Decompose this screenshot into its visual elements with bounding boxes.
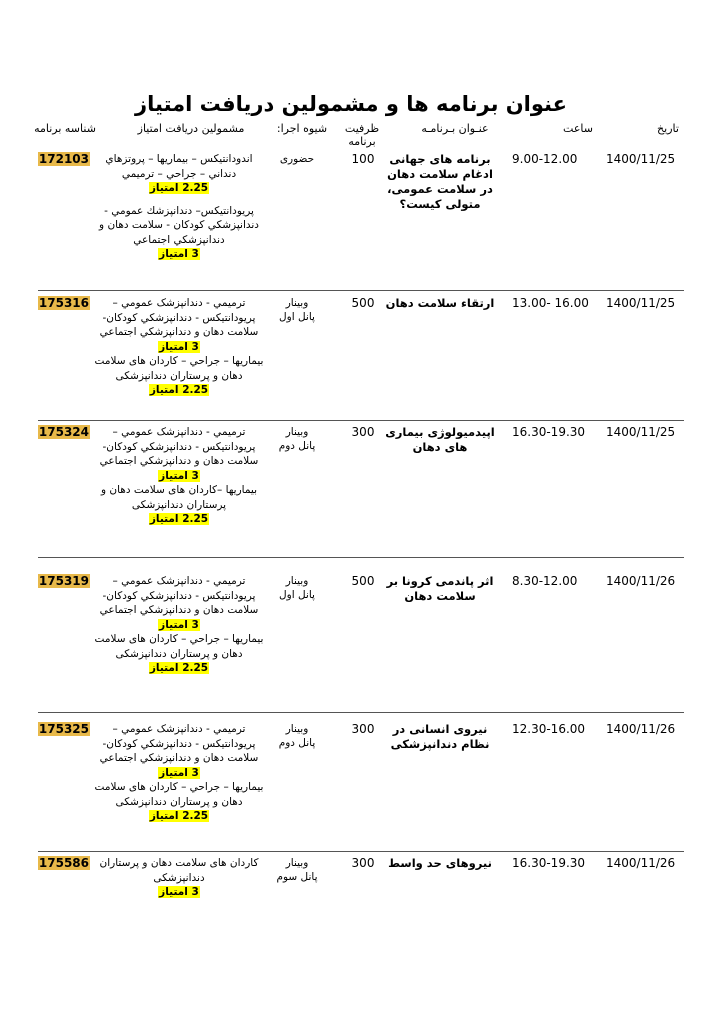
row-capacity: 300 — [351, 425, 375, 439]
points-line — [94, 512, 264, 527]
points-badge: 3 امتیاز — [159, 766, 199, 779]
row-method: حضوری — [279, 153, 315, 165]
header-method: شیوه اجرا: — [276, 122, 328, 135]
program-id-badge: 175586 — [38, 856, 89, 870]
row-audience — [94, 152, 264, 262]
row-capacity: 500 — [351, 296, 375, 310]
row-divider — [38, 290, 684, 291]
points-line — [94, 885, 264, 900]
row-time: 16.30-19.30 — [512, 425, 586, 439]
row-audience — [94, 856, 264, 900]
header-time: ساعت — [563, 122, 593, 135]
row-capacity: 500 — [351, 574, 375, 588]
row-program-id — [38, 722, 90, 736]
row-program-id — [38, 296, 90, 310]
row-divider — [38, 420, 684, 421]
points-badge: 3 امتیاز — [159, 886, 199, 898]
row-audience — [94, 296, 264, 398]
row-capacity: 300 — [351, 856, 375, 870]
points-line — [94, 618, 264, 633]
audience-text: ترميمي - دندانپزشک عمومي – پريودانتيكس - دندانپزشكي كودكان- سلامت دهان و دندانپزشكي اجتماعي — [99, 426, 259, 467]
audience-text: ترميمي - دندانپزشک عمومي – پريودانتيكس - دندانپزشكي كودكان- سلامت دهان و دندانپزشكي اجتماعي — [99, 723, 259, 764]
program-id-badge: 175324 — [38, 425, 89, 439]
row-topic: اثر پاندمی کرونا بر سلامت دهان — [386, 574, 494, 603]
row-method: وبینار پانل اول — [279, 297, 315, 323]
points-badge: 2.25 امتیاز — [149, 513, 209, 525]
row-capacity: 100 — [351, 152, 375, 166]
row-date: 1400/11/25 — [606, 152, 676, 166]
row-audience — [94, 722, 264, 824]
row-divider — [38, 851, 684, 852]
row-method: وبینار پانل سوم — [276, 857, 318, 883]
audience-text: اندودانتیکس – بیماریها – پروتزهاي دنداني – جراحي – ترميمي — [105, 153, 253, 180]
header-program-id: شناسه برنامه — [34, 122, 96, 135]
row-date: 1400/11/25 — [606, 425, 676, 439]
row-topic: ارتقاء سلامت دهان — [385, 296, 495, 310]
page-title: عنوان برنامه ها و مشمولین دریافت امتیاز — [135, 92, 567, 116]
points-badge: 3 امتیاز — [159, 340, 199, 353]
row-topic: اپیدمیولوژی بیماری های دهان — [385, 425, 495, 454]
points-line — [94, 809, 264, 824]
points-line — [94, 383, 264, 398]
row-method: وبینار پانل دوم — [278, 723, 316, 749]
row-time: 16.30-19.30 — [512, 856, 586, 870]
row-divider — [38, 712, 684, 713]
audience-text: ترميمي - دندانپزشک عمومي – پريودانتيكس - دندانپزشكي كودكان- سلامت دهان و دندانپزشكي اجتماعي — [99, 575, 259, 616]
audience-text: بيماريها – جراحي – كاردان های سلامت دهان و پرستاران دندانپزشكی — [94, 355, 264, 382]
header-date: تاریخ — [657, 122, 679, 135]
points-badge: 3 امتیاز — [159, 618, 199, 631]
row-time: 9.00-12.00 — [512, 152, 578, 166]
spacer — [94, 196, 264, 204]
row-method: وبینار پانل اول — [279, 575, 315, 601]
points-badge: 2.25 امتیاز — [149, 384, 209, 396]
row-date: 1400/11/26 — [606, 856, 676, 870]
audience-text: بيماريها – جراحي – كاردان های سلامت دهان و پرستاران دندانپزشكی — [94, 781, 264, 808]
points-badge: 3 امتیاز — [159, 248, 199, 260]
audience-text: ترميمي - دندانپزشک عمومي – پريودانتيكس - دندانپزشكي كودكان- سلامت دهان و دندانپزشكي اجتماعي — [99, 297, 259, 338]
row-time: 12.30-16.00 — [512, 722, 586, 736]
row-time: 8.30-12.00 — [512, 574, 578, 588]
audience-text: پريودانتيكس– دندانپزشك عمومي - دندانپزشكي كودكان - سلامت دهان و دندانپزشكي اجتماعي — [99, 204, 259, 246]
row-topic: برنامه های جهانی ادغام سلامت دهان در سلامت عمومی، متولی کیست؟ — [387, 152, 493, 211]
row-capacity: 300 — [351, 722, 375, 736]
header-audience: مشمولین دریافت امتیاز — [137, 122, 245, 135]
points-line — [94, 340, 264, 355]
row-audience — [94, 425, 264, 527]
points-line — [94, 661, 264, 676]
points-line — [94, 469, 264, 484]
audience-text: بيماريها –كاردان های سلامت دهان و پرستاران دندانپزشكی — [100, 484, 258, 511]
points-line — [94, 766, 264, 781]
points-line — [94, 181, 264, 196]
points-badge: 3 امتیاز — [159, 469, 199, 482]
header-capacity: ظرفیت برنامه — [344, 122, 380, 148]
program-id-badge: 172103 — [38, 152, 89, 166]
program-id-badge: 175325 — [38, 722, 89, 736]
row-topic: نیروهای حد واسط — [388, 856, 492, 870]
row-program-id — [38, 152, 90, 166]
row-date: 1400/11/26 — [606, 574, 676, 588]
audience-text: كاردان های سلامت دهان و پرستاران دندانپزشكی — [99, 857, 259, 884]
program-id-badge: 175319 — [38, 574, 89, 588]
row-date: 1400/11/26 — [606, 722, 676, 736]
points-badge: 2.25 امتیاز — [149, 810, 209, 822]
points-badge: 2.25 امتیاز — [149, 182, 209, 194]
row-audience — [94, 574, 264, 676]
row-program-id — [38, 574, 90, 588]
program-id-badge: 175316 — [38, 296, 89, 310]
row-time: 13.00- 16.00 — [512, 296, 589, 310]
row-date: 1400/11/25 — [606, 296, 676, 310]
row-divider — [38, 557, 684, 558]
row-topic: نیروی انسانی در نظام دندانپزشکی — [390, 722, 490, 751]
row-program-id — [38, 425, 90, 439]
row-method: وبینار پانل دوم — [278, 426, 316, 452]
header-topic: عنـوان بـرنامـه — [421, 122, 489, 135]
points-line — [94, 247, 264, 262]
audience-text: بيماريها – جراحي – كاردان های سلامت دهان و پرستاران دندانپزشكی — [94, 633, 264, 660]
row-program-id — [38, 856, 90, 870]
points-badge: 2.25 امتیاز — [149, 662, 209, 674]
